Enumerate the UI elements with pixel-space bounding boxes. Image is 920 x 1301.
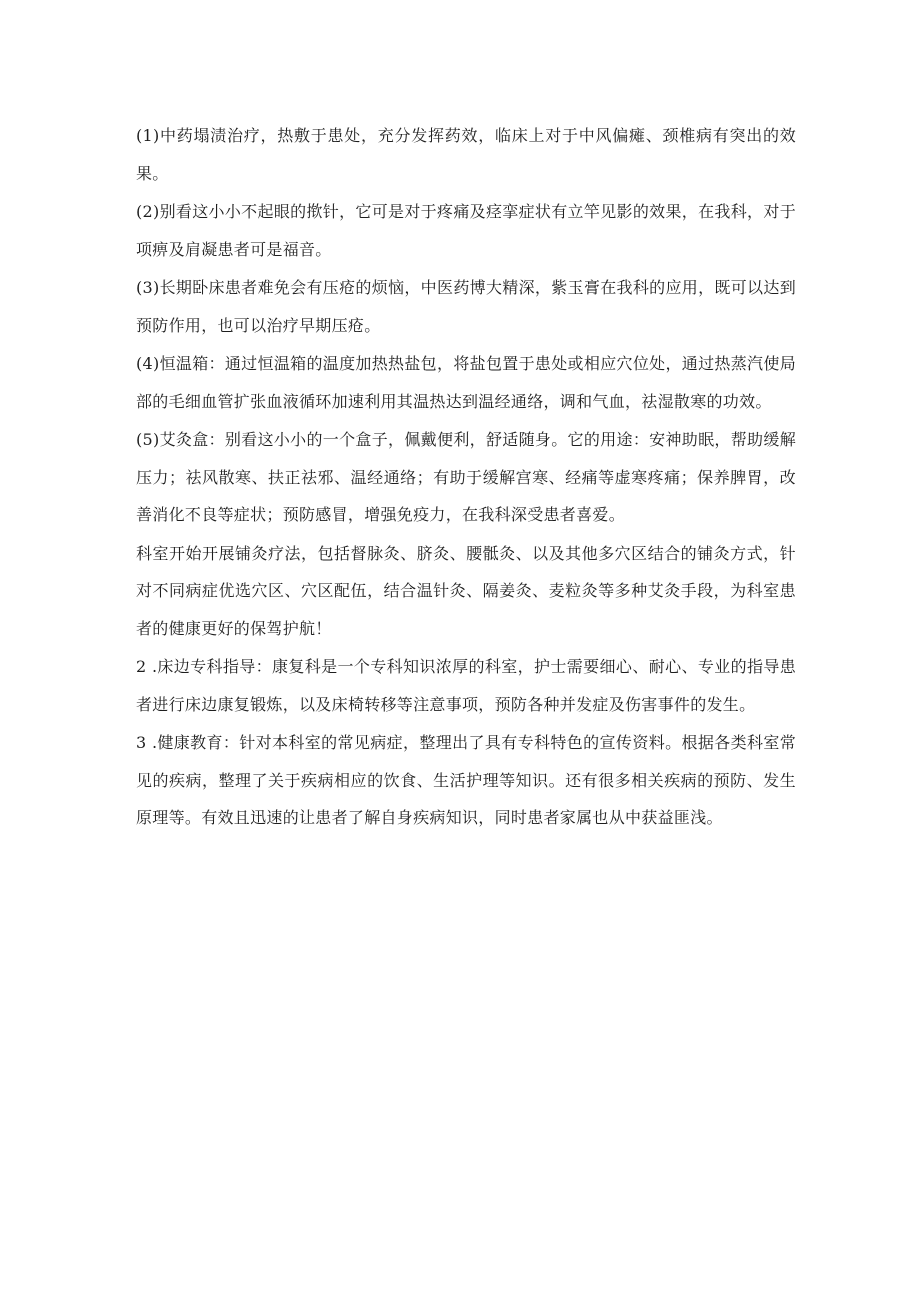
paragraph-treatment-2: (2)别看这小小不起眼的揿针，它可是对于疼痛及痉挛症状有立竿见影的效果，在我科，对于项痹及肩凝患者可是福音。 xyxy=(136,202,796,259)
paragraph-treatment-5: (5)艾灸盒：别看这小小的一个盒子，佩戴便利，舒适随身。它的用途：安神助眠，帮助缓解压力；祛风散寒、扶正祛邪、温经通络；有助于缓解宫寒、经痛等虚寒疼痛；保养脾胃，改善消化不良等症状；预防感冒，增强免疫力，在我科深受患者喜爱。 xyxy=(136,430,796,524)
paragraph-moxibustion: 科室开始开展铺灸疗法，包括督脉灸、脐灸、腰骶灸、以及其他多穴区结合的铺灸方式，针对不同病症优选穴区、穴区配伍，结合温针灸、隔姜灸、麦粒灸等多种艾灸手段，为科室患者的健康更好的保驾护航！ xyxy=(136,543,796,638)
paragraph-treatment-4: (4)恒温箱：通过恒温箱的温度加热热盐包，将盐包置于患处或相应穴位处，通过热蒸汽使局部的毛细血管扩张血液循环加速利用其温热达到温经通络，调和气血，祛湿散寒的功效。 xyxy=(136,354,796,411)
document-body xyxy=(136,117,796,838)
paragraph-health-education: 3 .健康教育：针对本科室的常见病症，整理出了具有专科特色的宣传资料。根据各类科室常见的疾病，整理了关于疾病相应的饮食、生活护理等知识。还有很多相关疾病的预防、发生原理等。有效且迅速的让患者了解自身疾病知识，同时患者家属也从中获益匪浅。 xyxy=(136,733,796,827)
paragraph-treatment-1: (1)中药塌渍治疗，热敷于患处，充分发挥药效，临床上对于中风偏瘫、颈椎病有突出的效果。 xyxy=(136,126,796,183)
paragraph-treatment-3: (3)长期卧床患者难免会有压疮的烦恼，中医药博大精深，紫玉膏在我科的应用，既可以达到预防作用，也可以治疗早期压疮。 xyxy=(136,278,796,335)
paragraph-bedside-guidance: 2 .床边专科指导：康复科是一个专科知识浓厚的科室，护士需要细心、耐心、专业的指导患者进行床边康复锻炼，以及床椅转移等注意事项，预防各种并发症及伤害事件的发生。 xyxy=(136,657,796,714)
